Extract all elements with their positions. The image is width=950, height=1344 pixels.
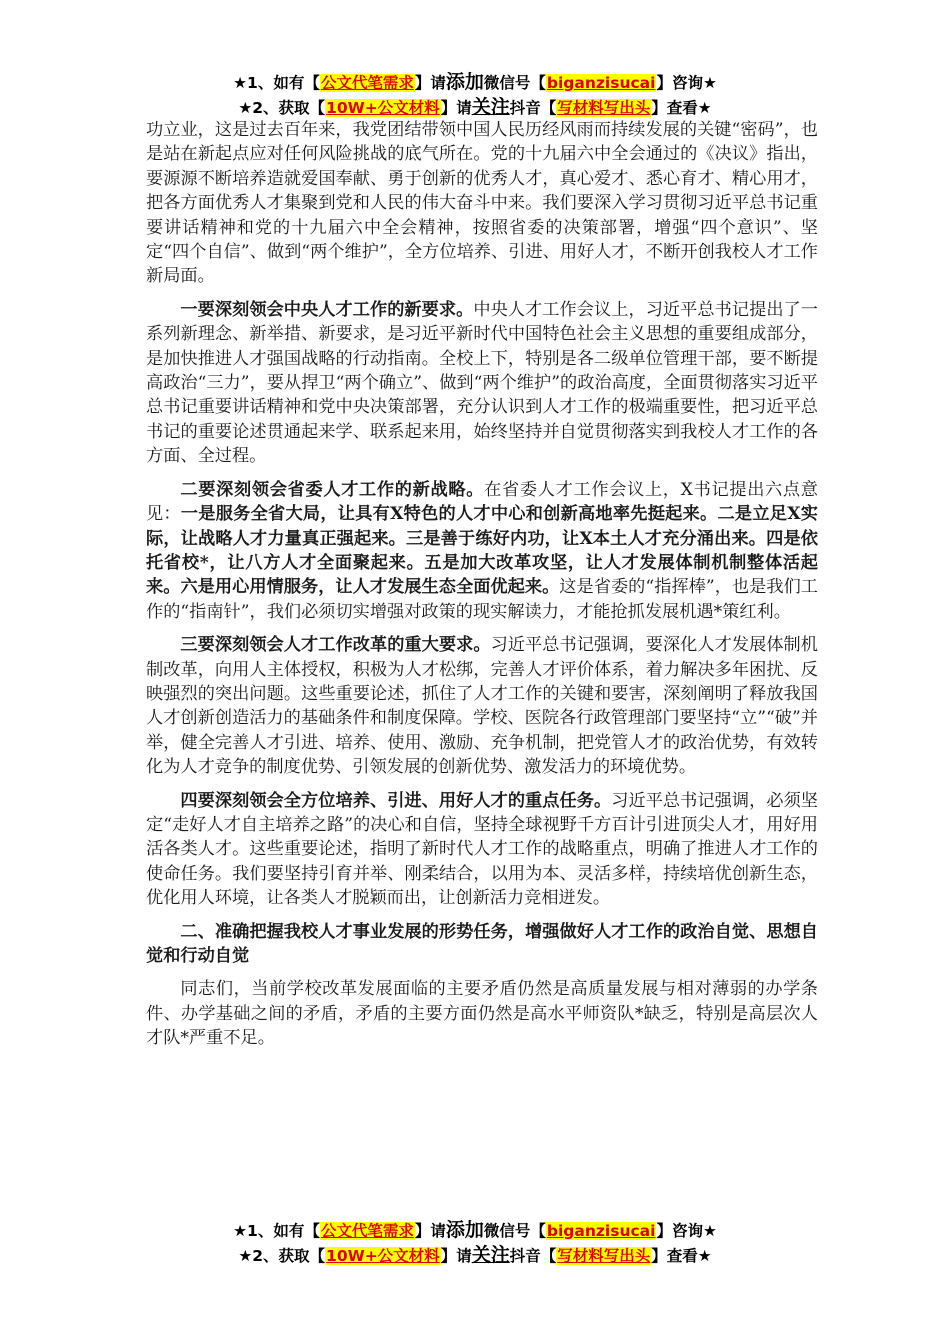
highlight-materials[interactable]: 10W+公文材料 bbox=[326, 99, 440, 117]
banner-text: ★1、如有【 bbox=[233, 1222, 320, 1240]
bottom-banner bbox=[0, 1218, 950, 1268]
banner-text: 】咨询★ bbox=[656, 1222, 717, 1240]
banner-text: 】请 bbox=[414, 1222, 446, 1240]
banner-text: 】请 bbox=[440, 1247, 472, 1265]
banner-text: 】请 bbox=[414, 74, 446, 92]
banner-emphasis: 关注 bbox=[471, 96, 510, 118]
highlight-wechat-id[interactable]: biganzisucai bbox=[546, 1222, 656, 1240]
top-banner bbox=[0, 70, 950, 120]
highlight-douyin-account[interactable]: 写材料写出头 bbox=[557, 1247, 651, 1265]
paragraph-text: 习近平总书记强调，要深化人才发展体制机制改革，向用人主体授权，积极为人才松绑，完善人才评价体系，着力解决多年困扰、反映强烈的突出问题。这些重要论述，抓住了人才工作的关键和要害，深刻阐明了释放我国人才创新创造活力的基础条件和制度保障。学校、医院各行政管理部门要坚持“立”“破”并举，健全完善人才引进、培养、使用、激励、充争机制，把党管人才的政治优势，有效转化为人才竞争的制度优势、引领发展的创新优势、激发活力的环境优势。 bbox=[146, 635, 818, 778]
highlight-wechat-id[interactable]: biganzisucai bbox=[546, 74, 656, 92]
paragraph-heading: 一要深刻领会中央人才工作的新要求。 bbox=[180, 299, 474, 320]
paragraph: 同志们，当前学校改革发展面临的主要矛盾仍然是高质量发展与相对薄弱的办学条件、办学基础之间的矛盾，矛盾的主要方面仍然是高水平师资队*缺乏，特别是高层次人才队*严重不足。 bbox=[146, 979, 818, 1049]
banner-text: 抖音【 bbox=[509, 1247, 557, 1265]
banner-text: 微信号【 bbox=[483, 1222, 546, 1240]
paragraph-text: 这是省委的“指挥棒”，也是我们工作的“指南针”，我们必须切实增强对政策的现实解读力，才能抢抓发展机遇*策红利。 bbox=[146, 577, 818, 622]
banner-emphasis: 关注 bbox=[471, 1244, 510, 1266]
banner-text: 】查看★ bbox=[651, 99, 712, 117]
paragraph-heading: 四要深刻领会全方位培养、引进、用好人才的重点任务。 bbox=[180, 790, 612, 811]
paragraph-text: 习近平总书记强调，必须坚定“走好人才自主培养之路”的决心和自信，坚持全球视野千方百计引进顶尖人才，用好用活各类人才。这些重要论述，指明了新时代人才工作的战略重点，明确了推进人才工作的使命任务。我们要坚持引育并举、刚柔结合，以用为本、灵活多样，持续培优创新生态，优化用人环境，让各类人才脱颖而出，让创新活力竞相迸发。 bbox=[146, 790, 818, 909]
banner-emphasis: 添加 bbox=[445, 71, 484, 93]
paragraph-heading: 二要深刻领会省委人才工作的新战略。 bbox=[180, 479, 485, 500]
paragraph: 功立业，这是过去百年来，我党团结带领中国人民历经风雨而持续发展的关键“密码”，也是站在新起点应对任何风险挑战的底气所在。党的十九届六中全会通过的《决议》指出，要源源不断培养造就爱国奉献、勇于创新的优秀人才，真心爱才、悉心育才、精心用才，把各方面优秀人才集聚到党和人民的伟大奋斗中来。我们要深入学习贯彻习近平总书记重要讲话精神和党的十九届六中全会精神，按照省委的决策部署，增强“四个意识”、坚定“四个自信”、做到“两个维护”，全方位培养、引进、用好人才，不断开创我校人才工作新局面。 bbox=[146, 120, 818, 287]
banner-line-1 bbox=[0, 70, 950, 95]
paragraph bbox=[146, 789, 818, 911]
section-heading bbox=[146, 920, 818, 969]
highlight-service[interactable]: 公文代笔需求 bbox=[320, 1222, 414, 1240]
banner-text: ★2、获取【 bbox=[238, 99, 326, 117]
banner-emphasis: 添加 bbox=[445, 1219, 484, 1241]
banner-text: 】请 bbox=[440, 99, 472, 117]
paragraph-heading: 三要深刻领会人才工作改革的重大要求。 bbox=[180, 635, 491, 656]
paragraph bbox=[146, 633, 818, 779]
banner-text: ★2、获取【 bbox=[238, 1247, 326, 1265]
banner-line-2 bbox=[0, 95, 950, 120]
highlight-douyin-account[interactable]: 写材料写出头 bbox=[557, 99, 651, 117]
section-heading-text: 二、准确把握我校人才事业发展的形势任务，增强做好人才工作的政治自觉、思想自觉和行动自觉 bbox=[146, 921, 818, 966]
banner-text: 】查看★ bbox=[651, 1247, 712, 1265]
paragraph-text: 在省委人才工作会议上，X书记提出六点意见： bbox=[146, 479, 818, 525]
paragraph-bold-text: 一是服务全省大局，让具有X特色的人才中心和创新高地率先挺起来。二是立足X实际，让战略人才力量真正强起来。三是善于练好内功，让X本土人才充分涌出来。四是依托省校*，让八方人才全面聚起来。五是加大改革攻坚，让人才发展体制机制整体活起来。六是用心用情服务，让人才发展生态全面优起来。 bbox=[146, 504, 818, 598]
paragraph bbox=[146, 298, 818, 469]
banner-text: 抖音【 bbox=[509, 99, 557, 117]
paragraph bbox=[146, 478, 818, 624]
banner-text: ★1、如有【 bbox=[233, 74, 320, 92]
banner-line-2 bbox=[0, 1243, 950, 1268]
banner-text: 】咨询★ bbox=[656, 74, 717, 92]
banner-line-1 bbox=[0, 1218, 950, 1243]
highlight-service[interactable]: 公文代笔需求 bbox=[320, 74, 414, 92]
highlight-materials[interactable]: 10W+公文材料 bbox=[326, 1247, 440, 1265]
document-body bbox=[146, 118, 818, 1060]
banner-text: 微信号【 bbox=[483, 74, 546, 92]
paragraph-text: 中央人才工作会议上，习近平总书记提出了一系列新理念、新举措、新要求，是习近平新时代中国特色社会主义思想的重要组成部分，是加快推进人才强国战略的行动指南。全校上下，特别是各二级单位管理干部，要不断提高政治“三力”，要从捍卫“两个确立”、做到“两个维护”的政治高度，全面贯彻落实习近平总书记重要讲话精神和党中央决策部署，充分认识到人才工作的极端重要性，把习近平总书记的重要论述贯通起来学、联系起来用，始终坚持并自觉贯彻落实到我校人才工作的各方面、全过程。 bbox=[146, 299, 818, 467]
